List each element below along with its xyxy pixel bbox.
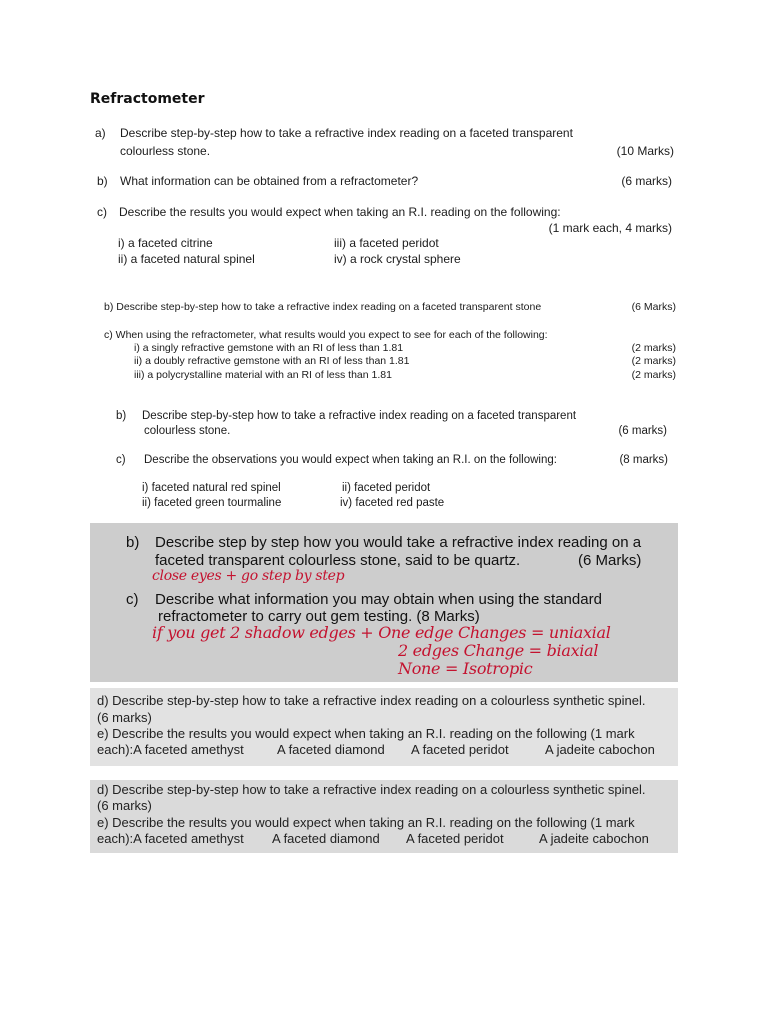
question-b-marks: (6 Marks) (631, 301, 676, 313)
list-item: A jadeite cabochon (539, 831, 649, 846)
list-item: iv) a rock crystal sphere (334, 252, 461, 266)
question-a-text-cont: colourless stone. (120, 144, 211, 158)
list-item-marks: (2 marks) (631, 369, 676, 381)
handwritten-note: if you get 2 shadow edges + One edge Changes = uniaxial (152, 623, 611, 642)
question-c-text: Describe the results you would expect when taking an R.I. reading on the following: (119, 205, 561, 219)
list-item: i) a faceted citrine (118, 236, 213, 250)
question-d-marks: (6 marks) (97, 798, 152, 813)
question-b-text-cont: colourless stone. (144, 425, 231, 437)
question-c-text: Describe the observations you would expect when taking an R.I. on the following: (144, 454, 557, 466)
question-b-label: b) (97, 174, 108, 188)
question-c-text: Describe what information you may obtain when using the standard (155, 591, 602, 608)
question-b-text: Describe step by step how you would take a refractive index reading on a (155, 534, 642, 551)
question-c-label: c) (116, 454, 126, 466)
list-item: ii) faceted green tourmaline (142, 497, 282, 509)
list-item: each):A faceted amethyst (97, 742, 244, 757)
handwritten-note: None = Isotropic (398, 659, 533, 678)
handwritten-note: 2 edges Change = biaxial (398, 641, 599, 660)
question-b-marks: (6 marks) (618, 425, 667, 437)
question-d-text: d) Describe step-by-step how to take a refractive index reading on a colourless synthetic spinel. (97, 782, 646, 797)
list-item: A faceted diamond (277, 742, 385, 757)
question-b-text: What information can be obtained from a refractometer? (120, 174, 419, 188)
list-item: A jadeite cabochon (545, 742, 655, 757)
question-c-label: c) (126, 591, 139, 608)
list-item: ii) a faceted natural spinel (118, 252, 255, 266)
question-b-text: Describe step-by-step how to take a refractive index reading on a faceted transparent (142, 410, 577, 422)
question-d-marks: (6 marks) (97, 710, 152, 725)
list-item: ii) faceted peridot (342, 482, 431, 494)
question-b-text: b) Describe step-by-step how to take a refractive index reading on a faceted transparent stone (104, 301, 542, 313)
question-c-text-cont: refractometer to carry out gem testing. (8 Marks) (158, 608, 480, 625)
list-item: A faceted peridot (411, 742, 509, 757)
question-c-marks: (8 marks) (619, 454, 668, 466)
list-item: iii) a polycrystalline material with an RI of less than 1.81 (134, 369, 392, 381)
list-item: iv) faceted red paste (340, 497, 445, 509)
question-b-marks: (6 marks) (621, 174, 672, 188)
list-item: each):A faceted amethyst (97, 831, 244, 846)
page-title: Refractometer (90, 91, 205, 107)
question-b-label: b) (126, 534, 140, 551)
question-e-text: e) Describe the results you would expect when taking an R.I. reading on the following (1 mark (97, 726, 635, 741)
question-a-label: a) (95, 126, 106, 140)
question-e-text: e) Describe the results you would expect when taking an R.I. reading on the following (1 mark (97, 815, 635, 830)
list-item: iii) a faceted peridot (334, 236, 439, 250)
question-b-text-cont: faceted transparent colourless stone, said to be quartz. (155, 552, 521, 569)
list-item: i) faceted natural red spinel (142, 482, 281, 494)
list-item-marks: (2 marks) (631, 355, 676, 367)
question-b-label: b) (116, 410, 127, 422)
list-item: A faceted peridot (406, 831, 504, 846)
question-d-text: d) Describe step-by-step how to take a refractive index reading on a colourless synthetic spinel. (97, 693, 646, 708)
question-c-text: c) When using the refractometer, what results would you expect to see for each of the following: (104, 329, 548, 341)
list-item-marks: (2 marks) (631, 342, 676, 354)
question-c-marks: (1 mark each, 4 marks) (548, 221, 672, 235)
list-item: A faceted diamond (272, 831, 380, 846)
list-item: ii) a doubly refractive gemstone with an RI of less than 1.81 (134, 355, 410, 367)
question-c-label: c) (97, 205, 107, 219)
handwritten-note: close eyes + go step by step (152, 568, 345, 584)
list-item: i) a singly refractive gemstone with an RI of less than 1.81 (134, 342, 404, 354)
question-a-marks: (10 Marks) (616, 144, 674, 158)
question-b-marks: (6 Marks) (578, 552, 642, 569)
question-a-text: Describe step-by-step how to take a refractive index reading on a faceted transparent (120, 126, 573, 140)
